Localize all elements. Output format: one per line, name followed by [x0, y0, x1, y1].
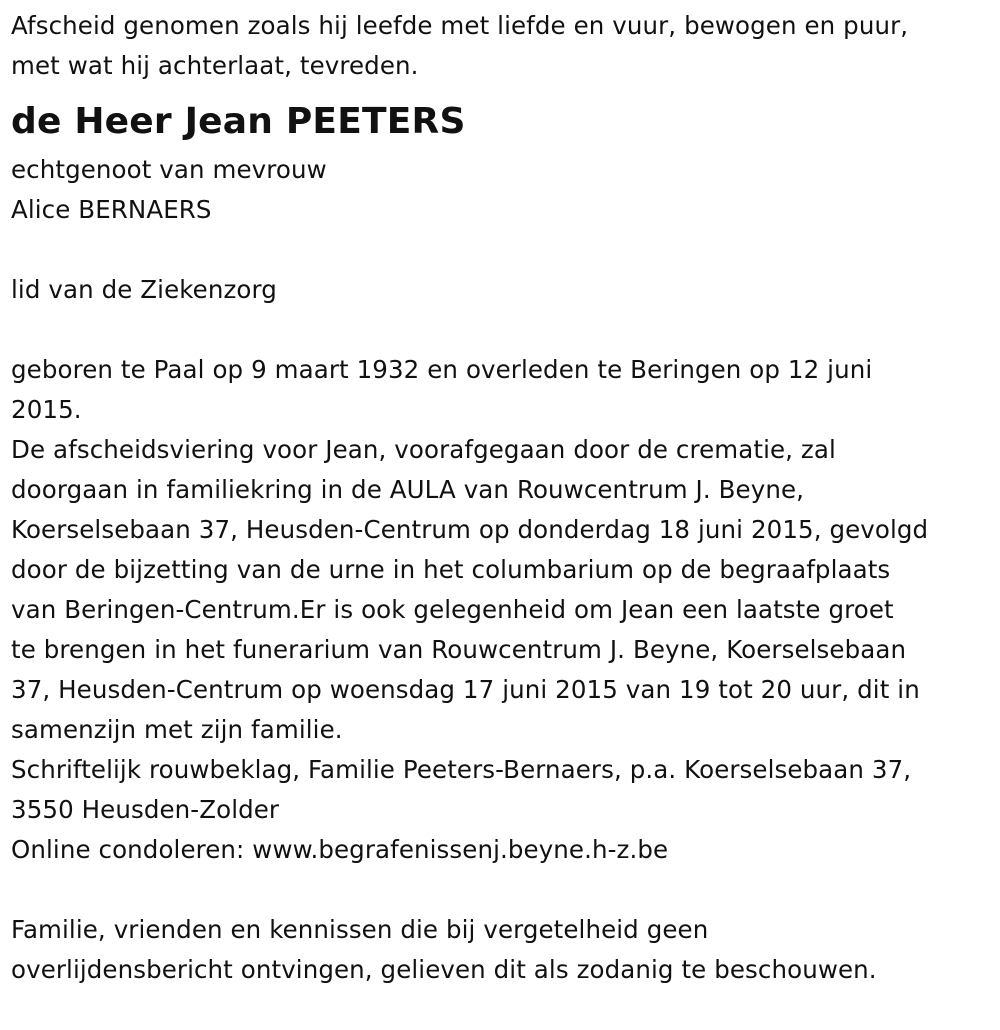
- body-line: Koerselsebaan 37, Heusden-Centrum op donderdag 18 juni 2015, gevolgd: [11, 515, 929, 544]
- intro-line: met wat hij achterlaat, tevreden.: [11, 51, 419, 80]
- closing-line: Familie, vrienden en kennissen die bij vergetelheid geen: [11, 915, 709, 944]
- intro-line: Afscheid genomen zoals hij leefde met liefde en vuur, bewogen en puur,: [11, 11, 909, 40]
- closing-line: overlijdensbericht ontvingen, gelieven dit als zodanig te beschouwen.: [11, 955, 877, 984]
- spouse-line: echtgenoot van mevrouw: [11, 155, 327, 184]
- spouse-line: Alice BERNAERS: [11, 195, 212, 224]
- body-line: door de bijzetting van de urne in het columbarium op de begraafplaats: [11, 555, 891, 584]
- body-line: doorgaan in familiekring in de AULA van Rouwcentrum J. Beyne,: [11, 475, 805, 504]
- spacer: [11, 870, 991, 910]
- body-line: van Beringen-Centrum.Er is ook gelegenheid om Jean een laatste groet: [11, 595, 894, 624]
- deceased-name: de Heer Jean PEETERS: [11, 101, 466, 142]
- membership: lid van de Ziekenzorg: [11, 275, 277, 304]
- closing-note: [11, 910, 991, 990]
- body-line: geboren te Paal op 9 maart 1932 en overleden te Beringen op 12 juni: [11, 355, 873, 384]
- intro-verse: [11, 6, 991, 86]
- online-condolence-line: Online condoleren: www.begrafenissenj.beyne.h-z.be: [11, 835, 669, 864]
- condolence-address-line: Schriftelijk rouwbeklag, Familie Peeters-Bernaers, p.a. Koerselsebaan 37,: [11, 755, 912, 784]
- spacer: [11, 230, 991, 270]
- body-line: 2015.: [11, 395, 82, 424]
- body-line: te brengen in het funerarium van Rouwcentrum J. Beyne, Koerselsebaan: [11, 635, 907, 664]
- notice-body: [11, 350, 991, 870]
- spouse-info: [11, 150, 991, 230]
- body-line: 37, Heusden-Centrum op woensdag 17 juni 2015 van 19 tot 20 uur, dit in: [11, 675, 920, 704]
- condolence-address-line: 3550 Heusden-Zolder: [11, 795, 280, 824]
- obituary-notice: [11, 0, 991, 990]
- body-line: De afscheidsviering voor Jean, voorafgegaan door de crematie, zal: [11, 435, 836, 464]
- spacer: [11, 310, 991, 350]
- body-line: samenzijn met zijn familie.: [11, 715, 343, 744]
